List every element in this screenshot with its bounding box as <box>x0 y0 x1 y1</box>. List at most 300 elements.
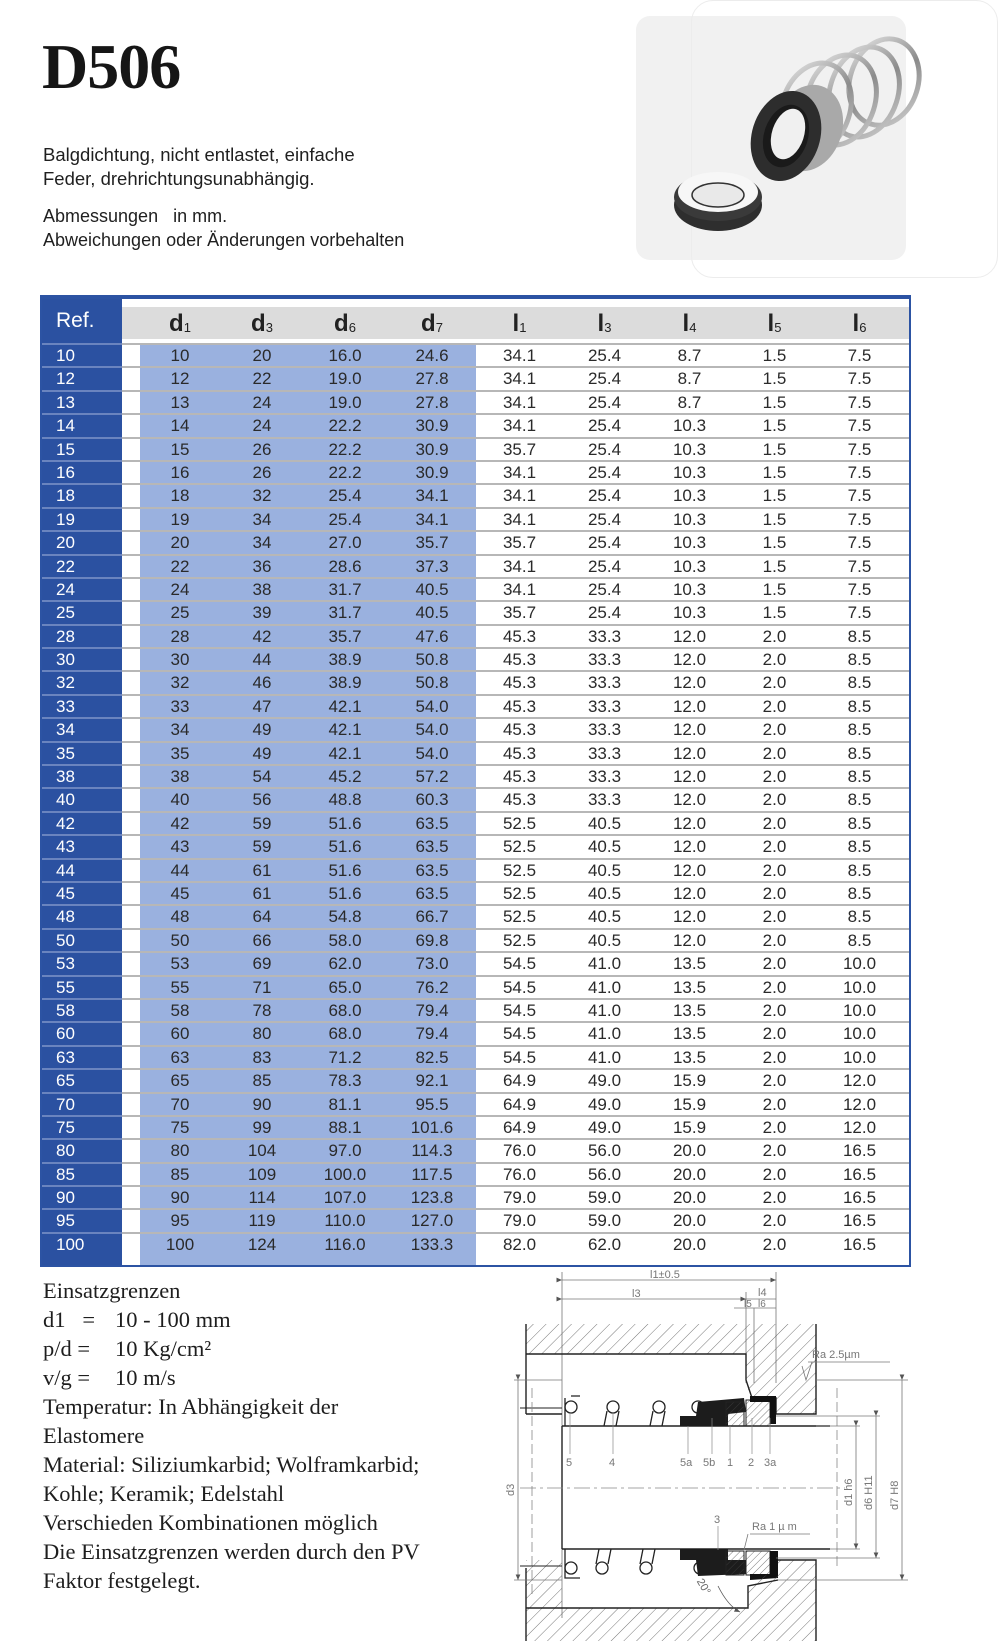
value-cell: 76.0 <box>502 1164 537 1184</box>
table-row <box>42 670 909 693</box>
value-cell: 20.0 <box>672 1234 707 1254</box>
table-row <box>42 928 909 951</box>
value-cell: 34.1 <box>502 369 537 389</box>
value-cell: 117.5 <box>411 1164 453 1184</box>
limit-param-key: p/d = <box>43 1336 91 1361</box>
table-row <box>42 904 909 927</box>
value-cell: 114.3 <box>411 1141 453 1161</box>
value-cell: 7.5 <box>847 346 872 365</box>
value-cell: 16.5 <box>842 1188 877 1208</box>
value-cell: 51.6 <box>328 860 362 880</box>
value-cell: 33.3 <box>587 626 622 646</box>
value-cell: 20.0 <box>672 1141 707 1161</box>
value-cell: 73.0 <box>415 954 449 974</box>
value-cell: 15.9 <box>672 1071 707 1091</box>
value-cell: 18 <box>170 486 190 506</box>
note-line: Abweichungen oder Änderungen vorbehalten <box>43 230 405 250</box>
value-cell: 71 <box>252 977 272 997</box>
value-cell: 78.3 <box>328 1071 362 1091</box>
table-row <box>42 460 909 483</box>
value-cell: 33.3 <box>587 767 622 787</box>
value-cell: 45.3 <box>502 696 537 716</box>
value-cell: 10.3 <box>672 579 707 599</box>
ref-cell: 14 <box>56 416 75 436</box>
ref-cell: 85 <box>56 1164 75 1184</box>
value-cell: 7.5 <box>847 369 872 389</box>
value-cell: 25.4 <box>328 486 362 506</box>
value-cell: 38.9 <box>328 673 362 693</box>
value-cell: 69 <box>252 954 272 974</box>
value-cell: 8.5 <box>847 696 872 716</box>
value-cell: 13.5 <box>672 977 707 997</box>
value-cell: 10 <box>170 346 190 365</box>
value-cell: 49 <box>252 720 272 740</box>
value-cell: 33.3 <box>587 743 622 763</box>
ref-cell: 30 <box>56 650 75 670</box>
value-cell: 7.5 <box>847 486 872 506</box>
dim-l4-label: l4 <box>758 1287 767 1299</box>
ref-cell: 75 <box>56 1117 75 1137</box>
value-cell: 49.0 <box>587 1094 622 1114</box>
ref-cell: 45 <box>56 883 75 903</box>
value-cell: 48.8 <box>328 790 362 810</box>
value-cell: 25.4 <box>587 416 622 436</box>
value-cell: 68.0 <box>328 1000 362 1020</box>
ref-cell: 65 <box>56 1071 75 1091</box>
value-cell: 50.8 <box>415 673 449 693</box>
ref-cell: 70 <box>56 1094 75 1114</box>
value-cell: 133.3 <box>410 1234 454 1254</box>
table-row <box>42 577 909 600</box>
value-cell: 10.0 <box>842 1024 877 1044</box>
column-header: $d_3$ <box>251 310 273 337</box>
value-cell: 64.9 <box>502 1094 537 1114</box>
value-cell: 2.0 <box>762 813 787 833</box>
value-cell: 54.5 <box>502 1024 537 1044</box>
limit-line: Verschieden Kombinationen möglich <box>43 1510 378 1535</box>
value-cell: 51.6 <box>328 813 362 833</box>
part-label-3: 3 <box>714 1514 721 1526</box>
value-cell: 12.0 <box>672 720 707 740</box>
part-label-2: 2 <box>748 1457 755 1469</box>
value-cell: 33.3 <box>587 650 622 670</box>
value-cell: 10.3 <box>672 603 707 623</box>
value-cell: 2.0 <box>762 1024 787 1044</box>
ref-cell: 24 <box>56 579 75 599</box>
part-label-5a: 5a <box>680 1457 693 1469</box>
value-cell: 78 <box>252 1000 272 1020</box>
value-cell: 12.0 <box>672 743 707 763</box>
ref-cell: 100 <box>56 1234 85 1254</box>
value-cell: 54.0 <box>415 720 449 740</box>
dimensions-table <box>40 295 911 1267</box>
value-cell: 90 <box>170 1188 190 1208</box>
value-cell: 20 <box>252 346 272 365</box>
value-cell: 27.0 <box>328 533 362 553</box>
ref-cell: 28 <box>56 626 75 646</box>
value-cell: 34.1 <box>502 346 537 365</box>
value-cell: 22 <box>170 556 190 576</box>
value-cell: 54.0 <box>415 696 449 716</box>
value-cell: 20.0 <box>672 1188 707 1208</box>
column-header: $l_4$ <box>682 310 697 337</box>
roughness-top-label: Ra 2.5µm <box>812 1349 860 1361</box>
value-cell: 51.6 <box>328 883 362 903</box>
value-cell: 7.5 <box>847 392 872 412</box>
value-cell: 12.0 <box>672 860 707 880</box>
value-cell: 48 <box>170 907 190 927</box>
value-cell: 43 <box>170 837 190 857</box>
ref-cell: 19 <box>56 509 75 529</box>
value-cell: 12.0 <box>842 1117 877 1137</box>
limit-line: Kohle; Keramik; Edelstahl <box>43 1481 285 1506</box>
value-cell: 42.1 <box>328 720 362 740</box>
value-cell: 12.0 <box>672 650 707 670</box>
value-cell: 80 <box>252 1024 272 1044</box>
value-cell: 16.0 <box>328 346 362 365</box>
value-cell: 34.1 <box>502 486 537 506</box>
ref-cell: 80 <box>56 1141 75 1161</box>
value-cell: 26 <box>252 462 272 482</box>
value-cell: 65.0 <box>328 977 362 997</box>
value-cell: 54.5 <box>502 954 537 974</box>
value-cell: 41.0 <box>587 1024 622 1044</box>
ref-cell: 90 <box>56 1188 75 1208</box>
column-header: $d_1$ <box>169 310 191 337</box>
value-cell: 2.0 <box>762 977 787 997</box>
value-cell: 34.1 <box>502 416 537 436</box>
value-cell: 68.0 <box>328 1024 362 1044</box>
value-cell: 12.0 <box>672 930 707 950</box>
dim-l3-label: l3 <box>632 1288 641 1300</box>
value-cell: 44 <box>252 650 272 670</box>
value-cell: 37.3 <box>415 556 449 576</box>
value-cell: 25.4 <box>587 462 622 482</box>
value-cell: 64.9 <box>502 1071 537 1091</box>
table-row <box>42 1232 909 1255</box>
value-cell: 64.9 <box>502 1117 537 1137</box>
ref-cell: 32 <box>56 673 75 693</box>
value-cell: 35.7 <box>415 533 449 553</box>
value-cell: 25.4 <box>587 533 622 553</box>
value-cell: 52.5 <box>502 860 537 880</box>
value-cell: 56.0 <box>587 1164 622 1184</box>
table-row <box>42 600 909 623</box>
value-cell: 2.0 <box>762 650 787 670</box>
value-cell: 40.5 <box>587 930 622 950</box>
ref-cell: 10 <box>56 346 75 365</box>
dim-d6-label: d6 H11 <box>863 1475 875 1510</box>
value-cell: 52.5 <box>502 883 537 903</box>
ref-cell: 15 <box>56 439 75 459</box>
dimension-note <box>43 204 404 252</box>
value-cell: 34.1 <box>502 579 537 599</box>
value-cell: 75 <box>170 1117 190 1137</box>
table-row <box>42 1185 909 1208</box>
value-cell: 7.5 <box>847 439 872 459</box>
value-cell: 58.0 <box>328 930 362 950</box>
value-cell: 88.1 <box>328 1117 362 1137</box>
table-row <box>42 530 909 553</box>
table-row <box>42 834 909 857</box>
value-cell: 28 <box>170 626 190 646</box>
value-cell: 33.3 <box>587 790 622 810</box>
value-cell: 16.5 <box>842 1211 877 1231</box>
table-row <box>42 390 909 413</box>
value-cell: 49 <box>252 743 272 763</box>
value-cell: 12.0 <box>672 696 707 716</box>
value-cell: 100 <box>165 1234 195 1254</box>
table-row <box>42 366 909 389</box>
value-cell: 2.0 <box>762 883 787 903</box>
limit-param <box>43 1305 420 1334</box>
value-cell: 42.1 <box>328 696 362 716</box>
table-row <box>42 647 909 670</box>
value-cell: 35.7 <box>502 603 537 623</box>
value-cell: 44 <box>170 860 190 880</box>
column-header: $l_3$ <box>597 310 612 337</box>
ref-cell: 48 <box>56 907 75 927</box>
value-cell: 34.1 <box>502 462 537 482</box>
table-row <box>42 483 909 506</box>
value-cell: 10.3 <box>672 509 707 529</box>
value-cell: 16.5 <box>842 1234 877 1254</box>
value-cell: 10.3 <box>672 416 707 436</box>
value-cell: 19 <box>170 509 190 529</box>
value-cell: 35.7 <box>502 533 537 553</box>
dim-d1-label: d1 h6 <box>843 1478 855 1506</box>
table-row <box>42 1068 909 1091</box>
value-cell: 2.0 <box>762 673 787 693</box>
value-cell: 2.0 <box>762 1211 787 1231</box>
value-cell: 2.0 <box>762 1141 787 1161</box>
value-cell: 36 <box>252 556 272 576</box>
value-cell: 79.0 <box>502 1188 537 1208</box>
value-cell: 63 <box>170 1047 190 1067</box>
value-cell: 99 <box>252 1117 272 1137</box>
ref-cell: 33 <box>56 696 75 716</box>
value-cell: 8.5 <box>847 930 872 950</box>
value-cell: 27.8 <box>415 369 449 389</box>
value-cell: 20.0 <box>672 1164 707 1184</box>
value-cell: 64 <box>252 907 272 927</box>
value-cell: 1.5 <box>762 392 787 412</box>
value-cell: 34 <box>170 720 190 740</box>
value-cell: 7.5 <box>847 603 872 623</box>
value-cell: 2.0 <box>762 907 787 927</box>
dim-d3-label: d3 <box>505 1483 517 1496</box>
value-cell: 2.0 <box>762 696 787 716</box>
value-cell: 32 <box>252 486 272 506</box>
value-cell: 33.3 <box>587 696 622 716</box>
column-header: $l_1$ <box>512 310 527 337</box>
value-cell: 1.5 <box>762 346 787 365</box>
value-cell: 25.4 <box>587 509 622 529</box>
value-cell: 40.5 <box>587 860 622 880</box>
value-cell: 50.8 <box>415 650 449 670</box>
value-cell: 20.0 <box>672 1211 707 1231</box>
value-cell: 109 <box>247 1164 277 1184</box>
table-row <box>42 507 909 530</box>
value-cell: 8.5 <box>847 743 872 763</box>
value-cell: 10.0 <box>842 1047 877 1067</box>
value-cell: 2.0 <box>762 837 787 857</box>
value-cell: 90 <box>252 1094 272 1114</box>
operating-limits <box>43 1276 420 1595</box>
table-row <box>42 694 909 717</box>
value-cell: 1.5 <box>762 462 787 482</box>
value-cell: 40.5 <box>587 883 622 903</box>
value-cell: 52.5 <box>502 837 537 857</box>
value-cell: 55 <box>170 977 190 997</box>
value-cell: 54 <box>252 767 272 787</box>
value-cell: 2.0 <box>762 743 787 763</box>
value-cell: 35 <box>170 743 190 763</box>
limit-param <box>43 1363 420 1392</box>
value-cell: 40.5 <box>587 837 622 857</box>
part-label-3a: 3a <box>764 1457 777 1469</box>
table-row <box>42 787 909 810</box>
value-cell: 12.0 <box>672 883 707 903</box>
value-cell: 1.5 <box>762 439 787 459</box>
value-cell: 10.0 <box>842 1000 877 1020</box>
ref-cell: 43 <box>56 837 75 857</box>
dim-d7-label: d7 H8 <box>889 1480 901 1510</box>
value-cell: 54.5 <box>502 1000 537 1020</box>
value-cell: 24.6 <box>415 346 449 365</box>
ref-cell: 44 <box>56 860 75 880</box>
ref-cell: 22 <box>56 556 75 576</box>
value-cell: 59.0 <box>587 1211 622 1231</box>
value-cell: 66.7 <box>415 907 449 927</box>
table-body <box>42 343 909 1255</box>
table-row <box>42 764 909 787</box>
value-cell: 35.7 <box>328 626 362 646</box>
value-cell: 25.4 <box>587 346 622 365</box>
ref-cell: 53 <box>56 954 75 974</box>
ref-cell: 25 <box>56 603 75 623</box>
value-cell: 34.1 <box>502 509 537 529</box>
value-cell: 8.5 <box>847 837 872 857</box>
value-cell: 60 <box>170 1024 190 1044</box>
value-cell: 2.0 <box>762 860 787 880</box>
ref-cell: 38 <box>56 767 75 787</box>
value-cell: 30.9 <box>415 439 449 459</box>
value-cell: 2.0 <box>762 626 787 646</box>
value-cell: 45.2 <box>328 767 362 787</box>
value-cell: 76.0 <box>502 1141 537 1161</box>
value-cell: 16.5 <box>842 1164 877 1184</box>
cross-section-svg <box>500 1268 980 1641</box>
value-cell: 51.6 <box>328 837 362 857</box>
value-cell: 27.8 <box>415 392 449 412</box>
value-cell: 79.0 <box>502 1211 537 1231</box>
value-cell: 16 <box>170 462 190 482</box>
value-cell: 49.0 <box>587 1071 622 1091</box>
value-cell: 54.5 <box>502 977 537 997</box>
value-cell: 10.0 <box>842 977 877 997</box>
value-cell: 45.3 <box>502 626 537 646</box>
value-cell: 33 <box>170 696 190 716</box>
value-cell: 52.5 <box>502 930 537 950</box>
value-cell: 97.0 <box>328 1141 362 1161</box>
limit-param-value: 10 m/s <box>115 1365 176 1390</box>
table-row <box>42 975 909 998</box>
value-cell: 1.5 <box>762 509 787 529</box>
ref-cell: 34 <box>56 720 75 740</box>
table-row <box>42 811 909 834</box>
value-cell: 38.9 <box>328 650 362 670</box>
limit-line: Die Einsatzgrenzen werden durch den PV <box>43 1539 420 1564</box>
value-cell: 10.3 <box>672 462 707 482</box>
table-row <box>42 1092 909 1115</box>
value-cell: 15 <box>170 439 190 459</box>
table-row <box>42 717 909 740</box>
value-cell: 123.8 <box>410 1188 454 1208</box>
value-cell: 12.0 <box>842 1071 877 1091</box>
value-cell: 2.0 <box>762 767 787 787</box>
value-cell: 45.3 <box>502 650 537 670</box>
value-cell: 12.0 <box>672 907 707 927</box>
value-cell: 57.2 <box>415 767 449 787</box>
value-cell: 8.5 <box>847 626 872 646</box>
value-cell: 1.5 <box>762 486 787 506</box>
value-cell: 41.0 <box>587 977 622 997</box>
value-cell: 14 <box>170 416 190 436</box>
value-cell: 52.5 <box>502 813 537 833</box>
value-cell: 54.0 <box>415 743 449 763</box>
value-cell: 2.0 <box>762 1094 787 1114</box>
value-cell: 2.0 <box>762 1117 787 1137</box>
value-cell: 95.5 <box>415 1094 449 1114</box>
value-cell: 33.3 <box>587 673 622 693</box>
ref-cell: 63 <box>56 1047 75 1067</box>
description-line: Feder, drehrichtungsunabhängig. <box>43 168 315 189</box>
value-cell: 30.9 <box>415 416 449 436</box>
value-cell: 40.5 <box>587 907 622 927</box>
value-cell: 114 <box>248 1188 276 1208</box>
value-cell: 10.3 <box>672 486 707 506</box>
table-row <box>42 437 909 460</box>
value-cell: 2.0 <box>762 1164 787 1184</box>
value-cell: 63.5 <box>415 837 449 857</box>
value-cell: 34 <box>252 509 272 529</box>
limit-line: Faktor festgelegt. <box>43 1568 201 1593</box>
value-cell: 7.5 <box>847 579 872 599</box>
table-row <box>42 1021 909 1044</box>
value-cell: 25.4 <box>587 556 622 576</box>
value-cell: 34.1 <box>415 486 449 506</box>
ref-cell: 20 <box>56 533 75 553</box>
value-cell: 110.0 <box>324 1211 366 1231</box>
value-cell: 34 <box>252 533 272 553</box>
dim-l6-label: l6 <box>758 1299 766 1310</box>
value-cell: 8.5 <box>847 767 872 787</box>
value-cell: 32 <box>170 673 190 693</box>
value-cell: 10.3 <box>672 533 707 553</box>
value-cell: 8.5 <box>847 790 872 810</box>
ref-cell: 18 <box>56 486 75 506</box>
value-cell: 34.1 <box>502 392 537 412</box>
limit-param-value: 10 Kg/cm² <box>115 1336 212 1361</box>
value-cell: 25.4 <box>587 486 622 506</box>
value-cell: 76.2 <box>415 977 449 997</box>
value-cell: 7.5 <box>847 533 872 553</box>
value-cell: 25.4 <box>587 579 622 599</box>
value-cell: 13.5 <box>672 954 707 974</box>
table-row <box>42 554 909 577</box>
value-cell: 12.0 <box>672 790 707 810</box>
